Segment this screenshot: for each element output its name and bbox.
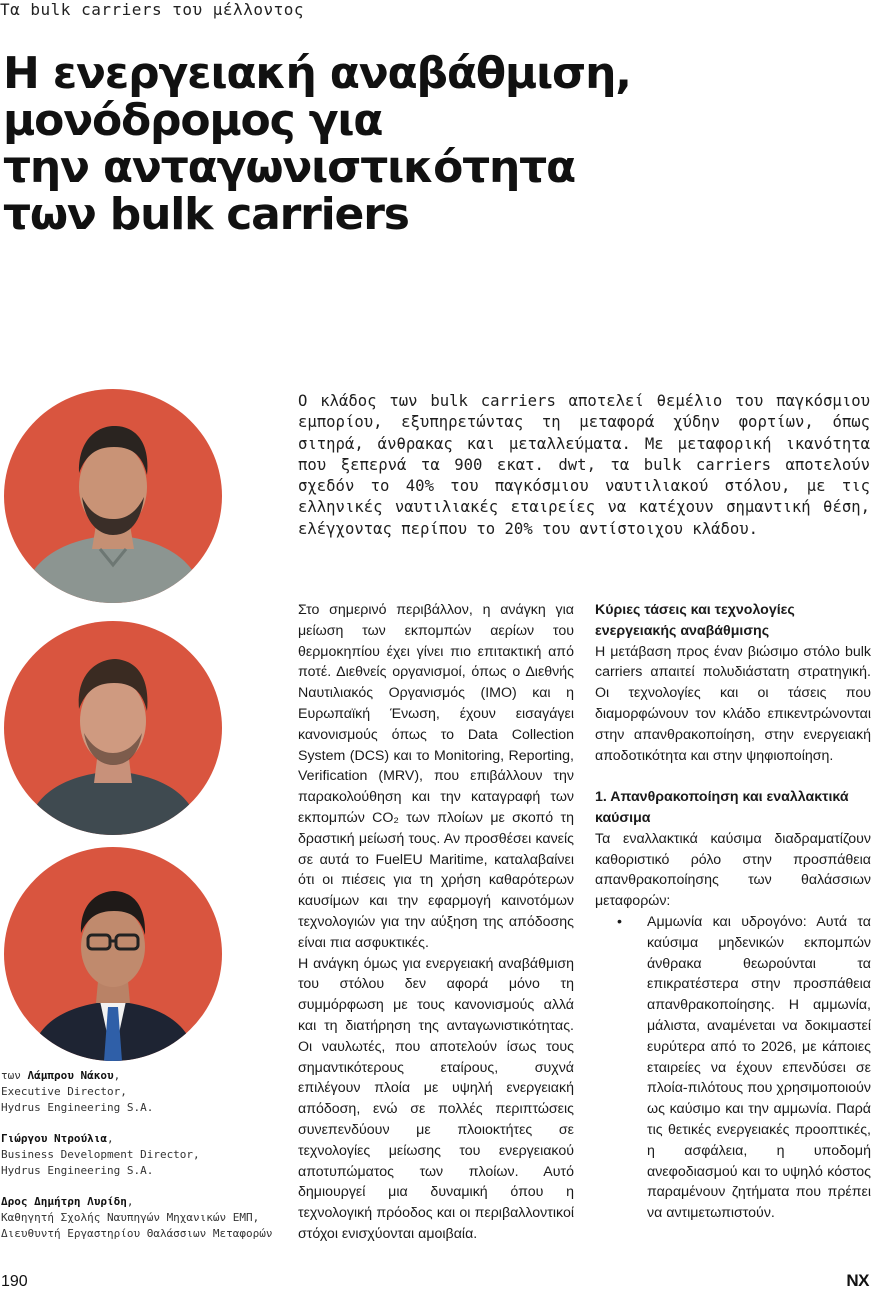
body-paragraph: Η ανάγκη όμως για ενεργειακή αναβάθμιση του στόλου δεν αφορά μόνο τη συμμόρφωση με τους κανονισμούς αλλά και τη διατήρηση της ανταγωνιστικότητας. Οι ναυλωτές, που αποτελούν ίσως τους σημαντικότερους εταίρους, συχνά επιλέγουν πλοία με υψηλή ενεργειακή απόδοση, ενώ σε πολλές περιπτώσεις συνεπενδύουν με πλοιοκτήτες σε τεχνολογίες μείωσης του ενεργειακού αποτυπώματος των πλοίων. Αυτό δημιουργεί μια δυναμική όπου η τεχνολογική πρόοδος και οι περιβαλλοντικοί στόχοι ενισχύονται αμοιβαία. [298,955,574,1242]
body-paragraph: Στο σημερινό περιβάλλον, η ανάγκη για μείωση των εκπομπών αερίων του θερμοκηπίου έχει γίνει πιο επιτακτική από ποτέ. Διεθνείς οργανισμοί, όπως ο Διεθνής Ναυτιλιακός Οργανισμός (IMO) και η Ευρωπαϊκή Ένωση, έχουν εισαγάγει κανονισμούς όπως το Data Collection System (DCS) και το Monitoring, Reporting, Verification (MRV), που επιβάλλουν την παρακολούθηση και την καταγραφή των εκπομπών CO₂ των πλοίων με σκοπό τη δραστική μείωσή τους. Αν προσθέσει κανείς σε αυτά το FuelEU Maritime, καταλαβαίνει ότι οι πιέσεις για τη χρήση καθαρότερων καυσίμων και την εφαρμογή καινοτόμων τεχνολογιών για την αύξηση της απόδοσης είναι πια ασφυκτικές. [298,602,574,951]
author-role: Executive Director, [1,1084,127,1098]
body-column-middle [298,600,574,1245]
page-number: 190 [1,1273,28,1290]
author-name: Γιώργου Ντρούλια [1,1132,107,1146]
author-org: Διευθυντή Εργαστηρίου Θαλάσσιων Μεταφορών [1,1226,273,1240]
headline-line: την ανταγωνιστικότητα [3,142,576,193]
bullet-text: Αμμωνία και υδρογόνο: Αυτά τα καύσιμα μηδενικών εκπομπών άνθρακα θεωρούνται τα επικρατέστερα στην προσπάθεια απανθρακοποίησης. Η αμμωνία, μάλιστα, αναμένεται να δοκιμαστεί ευρύτερα από το 2026, με κάποιες εταιρείες να έχουν επενδύσει σε πλοία-πιλότους που χρησιμοποιούν ως καύσιμο και την αμμωνία. Παρά τις θετικές ενεργειακές προοπτικές, η ασφάλεια, η υποδομή ανεφοδιασμού και το υψηλό κόστος παραμένουν ζητήματα που πρέπει να αντιμετωπιστούν. [647,913,871,1222]
author-role: Business Development Director, [1,1147,200,1161]
author-name: Λάμπρου Νάκου [27,1069,114,1082]
author-portrait-lyridis [4,847,222,1061]
author-bylines [1,1068,286,1258]
person-photo-icon [4,389,222,603]
author-name: Δρος Δημήτρη Λυρίδη [1,1195,127,1209]
byline-suffix: , [126,1195,134,1209]
body-paragraph: Η μετάβαση προς έναν βιώσιμο στόλο bulk carriers απαιτεί πολυδιάστατη στρατηγική. Οι τεχνολογίες και οι τάσεις που διαμορφώνουν τον κλάδο επικεντρώνονται στην απανθρακοποίηση, στην ενεργειακή αποδοτικότητα και στην ψηφιοποίηση. [595,643,871,764]
person-photo-icon [4,621,222,835]
author-portrait-nakou [4,389,222,603]
subsection-heading: 1. Απανθρακοποίηση και εναλλακτικά καύσιμα [595,789,849,826]
byline-suffix: , [106,1132,114,1146]
author-portrait-droulias [4,621,222,835]
body-paragraph: Τα εναλλακτικά καύσιμα διαδραματίζουν καθοριστικό ρόλο στην προσπάθεια απανθρακοποίησης των θαλάσσιων μεταφορών: [595,830,871,910]
magazine-logo: NX [846,1271,869,1290]
author-role: Καθηγητή Σχολής Ναυπηγών Μηχανικών ΕΜΠ, [1,1211,260,1225]
section-kicker: Τα bulk carriers του μέλλοντος [0,0,304,19]
headline-line: των bulk carriers [3,189,409,240]
headline-line: μονόδρομος για [3,95,383,146]
bullet-item [595,912,871,1224]
byline-droulias [1,1131,286,1178]
body-column-right [595,600,871,1224]
headline-line: Η ενεργειακή αναβάθμιση, [3,48,631,99]
author-org: Hydrus Engineering S.A. [1,1100,154,1114]
bullet-dot-icon: • [617,913,622,930]
byline-nakou [1,1068,286,1115]
byline-suffix: , [113,1069,121,1082]
section-heading: Κύριες τάσεις και τεχνολογίες ενεργειακής αναβάθμισης [595,602,795,639]
author-org: Hydrus Engineering S.A. [1,1163,154,1177]
byline-prefix: των [1,1069,28,1082]
byline-lyridis [1,1194,286,1241]
person-photo-icon [4,847,222,1061]
lead-paragraph: Ο κλάδος των bulk carriers αποτελεί θεμέλιο του παγκόσμιου εμπορίου, εξυπηρετώντας τη μεταφορά χύδην φορτίων, όπως σιτηρά, άνθρακας και μεταλλεύματα. Με μεταφορική ικανότητα που ξεπερνά τα 900 εκατ. dwt, τα bulk carriers αποτελούν σχεδόν το 40% του παγκόσμιου ναυτιλιακού στόλου, με τις ελληνικές ναυτιλιακές εταιρείες να κατέχουν σημαντική θέση, ελέγχοντας περίπου το 20% του αντίστοιχου κλάδου. [298,392,870,538]
headline [3,50,863,238]
